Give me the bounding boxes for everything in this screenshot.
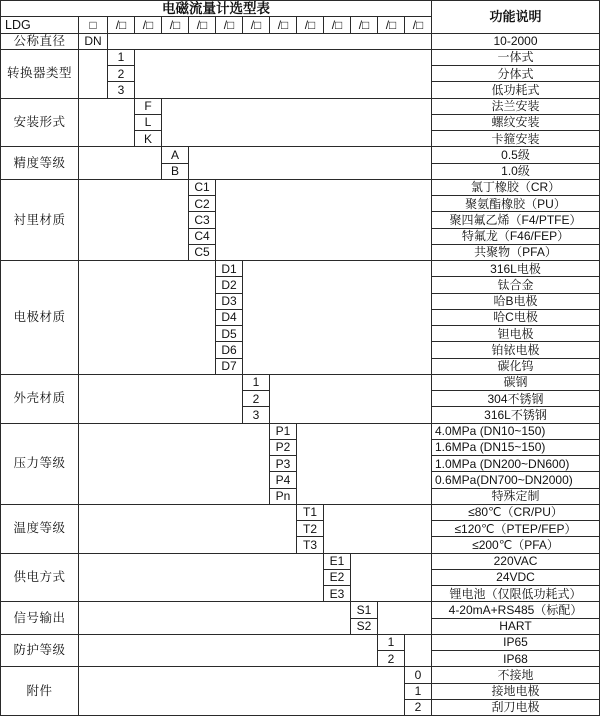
code-accuracy-b: B: [162, 164, 188, 179]
code-installation-l: L: [135, 115, 161, 130]
code-electrode-d4: D4: [216, 310, 242, 325]
desc-lining-3: 特氟龙（F46/FEP）: [432, 229, 599, 244]
model-code-slot: /□: [351, 17, 377, 32]
code-nominal-diameter-dn: DN: [79, 34, 107, 49]
section-label-lining-material: 衬里材质: [1, 180, 78, 260]
code-signal-s2: S2: [351, 619, 377, 634]
table-title: 电磁流量计选型表: [1, 1, 431, 16]
model-code-slot: /□: [270, 17, 296, 32]
section-label-power-supply: 供电方式: [1, 554, 78, 602]
empty-cell: [270, 375, 431, 423]
code-temperature-t2: T2: [297, 521, 323, 536]
code-pressure-p1: P1: [270, 424, 296, 439]
empty-cell: [162, 99, 431, 147]
empty-cell: [79, 261, 215, 374]
desc-installation-2: 卡箍安装: [432, 131, 599, 146]
desc-lining-1: 聚氨酯橡胶（PU）: [432, 196, 599, 211]
empty-cell: [351, 554, 431, 602]
desc-electrode-1: 钛合金: [432, 277, 599, 292]
code-electrode-d1: D1: [216, 261, 242, 276]
code-pressure-p4: P4: [270, 472, 296, 487]
desc-power-1: 24VDC: [432, 570, 599, 585]
code-housing-3: 3: [243, 407, 269, 422]
code-temperature-t3: T3: [297, 537, 323, 552]
desc-pressure-4: 特殊定制: [432, 489, 599, 504]
model-code-slot: /□: [243, 17, 269, 32]
desc-nominal-diameter: 10-2000: [432, 34, 599, 49]
empty-cell: [79, 505, 296, 553]
desc-protection-0: IP65: [432, 635, 599, 650]
code-protection-1: 1: [378, 635, 404, 650]
empty-cell: [79, 375, 242, 423]
code-lining-c1: C1: [189, 180, 215, 195]
code-electrode-d3: D3: [216, 294, 242, 309]
desc-lining-0: 氯丁橡胶（CR）: [432, 180, 599, 195]
model-code-slot: /□: [189, 17, 215, 32]
code-pressure-p2: P2: [270, 440, 296, 455]
desc-installation-1: 螺纹安装: [432, 115, 599, 130]
desc-electrode-3: 哈C电极: [432, 310, 599, 325]
code-power-e3: E3: [324, 586, 350, 601]
desc-signal-1: HART: [432, 619, 599, 634]
desc-pressure-2: 1.0MPa (DN200~DN600): [432, 456, 599, 471]
code-accessories-2: 2: [405, 700, 431, 715]
desc-protection-1: IP68: [432, 651, 599, 666]
desc-electrode-6: 碳化钨: [432, 359, 599, 374]
desc-lining-2: 聚四氟乙烯（F4/PTFE）: [432, 212, 599, 227]
desc-temperature-0: ≤80℃（CR/PU）: [432, 505, 599, 520]
model-code-slot: /□: [135, 17, 161, 32]
empty-cell: [79, 99, 134, 147]
empty-cell: [79, 602, 350, 634]
model-code-slot: /□: [162, 17, 188, 32]
desc-pressure-3: 0.6MPa(DN700~DN2000): [432, 472, 599, 487]
code-installation-f: F: [135, 99, 161, 114]
desc-converter-type-2: 低功耗式: [432, 82, 599, 97]
empty-cell: [79, 147, 161, 179]
desc-housing-1: 304不锈钢: [432, 391, 599, 406]
empty-cell: [108, 34, 431, 49]
empty-cell: [79, 635, 377, 667]
desc-power-2: 锂电池（仅限低功耗式）: [432, 586, 599, 601]
code-protection-2: 2: [378, 651, 404, 666]
empty-cell: [79, 180, 188, 260]
code-converter-type-2: 2: [108, 66, 134, 81]
section-label-converter-type: 转换器类型: [1, 50, 78, 98]
empty-cell: [405, 635, 431, 667]
code-lining-c4: C4: [189, 229, 215, 244]
empty-cell: [297, 424, 431, 504]
section-label-signal-output: 信号输出: [1, 602, 78, 634]
desc-housing-0: 碳钢: [432, 375, 599, 390]
desc-accuracy-0: 0.5级: [432, 147, 599, 162]
empty-cell: [135, 50, 431, 98]
model-prefix: LDG: [1, 17, 78, 32]
function-description-header: 功能说明: [432, 1, 599, 33]
code-installation-k: K: [135, 131, 161, 146]
desc-converter-type-0: 一体式: [432, 50, 599, 65]
empty-cell: [324, 505, 431, 553]
section-label-protection-rating: 防护等级: [1, 635, 78, 667]
model-digit-box: □: [79, 17, 107, 32]
empty-cell: [79, 50, 107, 98]
code-electrode-d6: D6: [216, 342, 242, 357]
code-lining-c5: C5: [189, 245, 215, 260]
desc-temperature-2: ≤200℃（PFA）: [432, 537, 599, 552]
section-label-installation-type: 安装形式: [1, 99, 78, 147]
code-accuracy-a: A: [162, 147, 188, 162]
desc-accessories-0: 不接地: [432, 667, 599, 682]
desc-electrode-0: 316L电极: [432, 261, 599, 276]
code-power-e1: E1: [324, 554, 350, 569]
empty-cell: [79, 424, 269, 504]
empty-cell: [216, 180, 431, 260]
section-label-temperature-rating: 温度等级: [1, 505, 78, 553]
code-pressure-p3: P3: [270, 456, 296, 471]
code-converter-type-3: 3: [108, 82, 134, 97]
desc-lining-4: 共聚物（PFA）: [432, 245, 599, 260]
model-code-slot: /□: [378, 17, 404, 32]
model-code-slot: /□: [324, 17, 350, 32]
section-label-pressure-rating: 压力等级: [1, 424, 78, 504]
empty-cell: [189, 147, 431, 179]
desc-installation-0: 法兰安装: [432, 99, 599, 114]
code-pressure-pn: Pn: [270, 489, 296, 504]
section-label-accessories: 附件: [1, 667, 78, 715]
code-temperature-t1: T1: [297, 505, 323, 520]
model-code-slot: /□: [108, 17, 134, 32]
code-lining-c3: C3: [189, 212, 215, 227]
desc-electrode-2: 哈B电极: [432, 294, 599, 309]
section-label-electrode-material: 电极材质: [1, 261, 78, 374]
desc-accessories-2: 刮刀电极: [432, 700, 599, 715]
code-housing-2: 2: [243, 391, 269, 406]
section-label-nominal-diameter: 公称直径: [1, 34, 78, 49]
code-accessories-0: 0: [405, 667, 431, 682]
code-accessories-1: 1: [405, 684, 431, 699]
desc-accessories-1: 接地电极: [432, 684, 599, 699]
desc-pressure-0: 4.0MPa (DN10~150): [432, 424, 599, 439]
desc-electrode-5: 铂铱电极: [432, 342, 599, 357]
desc-signal-0: 4-20mA+RS485（标配）: [432, 602, 599, 617]
code-signal-s1: S1: [351, 602, 377, 617]
code-electrode-d5: D5: [216, 326, 242, 341]
desc-power-0: 220VAC: [432, 554, 599, 569]
desc-electrode-4: 钽电极: [432, 326, 599, 341]
code-power-e2: E2: [324, 570, 350, 585]
section-label-housing-material: 外壳材质: [1, 375, 78, 423]
desc-temperature-1: ≤120℃（PTEP/FEP）: [432, 521, 599, 536]
model-code-slot: /□: [297, 17, 323, 32]
desc-housing-2: 316L不锈钢: [432, 407, 599, 422]
model-code-slot: /□: [405, 17, 431, 32]
code-electrode-d2: D2: [216, 277, 242, 292]
empty-cell: [243, 261, 431, 374]
desc-converter-type-1: 分体式: [432, 66, 599, 81]
section-label-accuracy-class: 精度等级: [1, 147, 78, 179]
empty-cell: [378, 602, 431, 634]
empty-cell: [79, 667, 404, 715]
desc-accuracy-1: 1.0级: [432, 164, 599, 179]
empty-cell: [79, 554, 323, 602]
code-housing-1: 1: [243, 375, 269, 390]
desc-pressure-1: 1.6MPa (DN15~150): [432, 440, 599, 455]
code-converter-type-1: 1: [108, 50, 134, 65]
code-lining-c2: C2: [189, 196, 215, 211]
code-electrode-d7: D7: [216, 359, 242, 374]
model-code-slot: /□: [216, 17, 242, 32]
